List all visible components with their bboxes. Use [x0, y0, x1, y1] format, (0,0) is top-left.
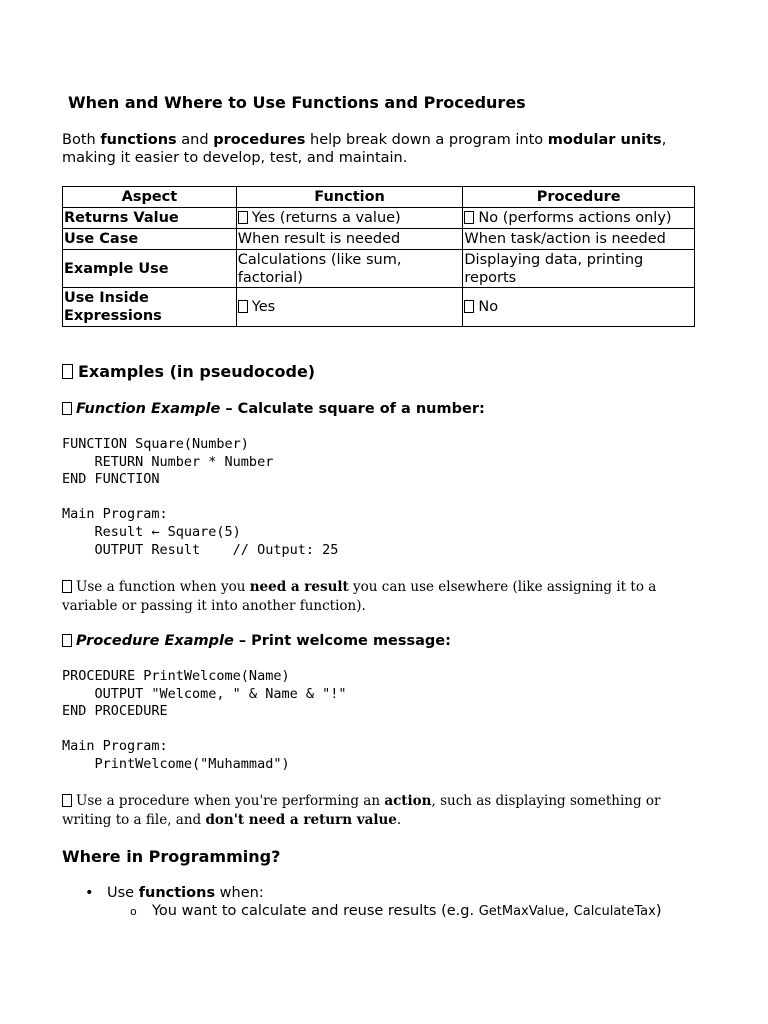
check-icon: [238, 300, 248, 313]
list-item: • Use functions when:: [85, 885, 264, 901]
procedure-example-heading: Procedure Example – Print welcome message:: [62, 633, 451, 649]
table-cell: No (performs actions only): [463, 208, 695, 229]
intro-paragraph: Both functions and procedures help break down a program into modular units, making it easier to develop, test, and maintain.: [62, 132, 667, 166]
table-cell: Example Use: [63, 250, 237, 288]
table-header: Aspect: [63, 187, 237, 208]
emoji-icon: [62, 580, 72, 593]
table-header: Function: [236, 187, 463, 208]
emoji-icon: [62, 402, 72, 415]
table-cell: When task/action is needed: [463, 229, 695, 250]
table-cell: Yes: [236, 288, 463, 327]
table-header: Procedure: [463, 187, 695, 208]
bullet-icon: •: [85, 885, 94, 901]
check-icon: [238, 211, 248, 224]
list-item: o You want to calculate and reuse results (e.g. GetMaxValue, CalculateTax): [130, 903, 662, 919]
emoji-icon: [62, 794, 72, 807]
table-header-row: [63, 187, 695, 208]
table-row: [63, 208, 695, 229]
page-title: When and Where to Use Functions and Procedures: [68, 93, 526, 112]
table-cell: Calculations (like sum, factorial): [236, 250, 463, 288]
table-cell: No: [463, 288, 695, 327]
table-cell: Yes (returns a value): [236, 208, 463, 229]
cross-icon: [464, 211, 474, 224]
table-row: [63, 229, 695, 250]
table-cell: Use Inside Expressions: [63, 288, 237, 327]
table-row: [63, 288, 695, 327]
function-note: Use a function when you need a result you can use elsewhere (like assigning it to a variable or passing it into another function).: [62, 579, 657, 614]
emoji-icon: [62, 364, 73, 379]
table-cell: Use Case: [63, 229, 237, 250]
cross-icon: [464, 300, 474, 313]
examples-heading: Examples (in pseudocode): [62, 362, 315, 381]
table-cell: Displaying data, printing reports: [463, 250, 695, 288]
procedure-note: Use a procedure when you're performing an action, such as displaying something or writing to a file, and don't need a return value.: [62, 793, 661, 828]
where-heading: Where in Programming?: [62, 847, 281, 866]
table-cell: When result is needed: [236, 229, 463, 250]
comparison-table: [62, 186, 695, 327]
table-row: [63, 250, 695, 288]
table-cell: Returns Value: [63, 208, 237, 229]
function-example-heading: Function Example – Calculate square of a number:: [62, 401, 485, 417]
function-code-block: FUNCTION Square(Number) RETURN Number * Number END FUNCTION Main Program: Result ← Square(5) OUTPUT Result // Output: 25: [62, 436, 339, 558]
emoji-icon: [62, 634, 72, 647]
circle-bullet-icon: o: [130, 905, 137, 918]
procedure-code-block: PROCEDURE PrintWelcome(Name) OUTPUT "Welcome, " & Name & "!" END PROCEDURE Main Program: PrintWelcome("Muhammad"): [62, 668, 347, 772]
